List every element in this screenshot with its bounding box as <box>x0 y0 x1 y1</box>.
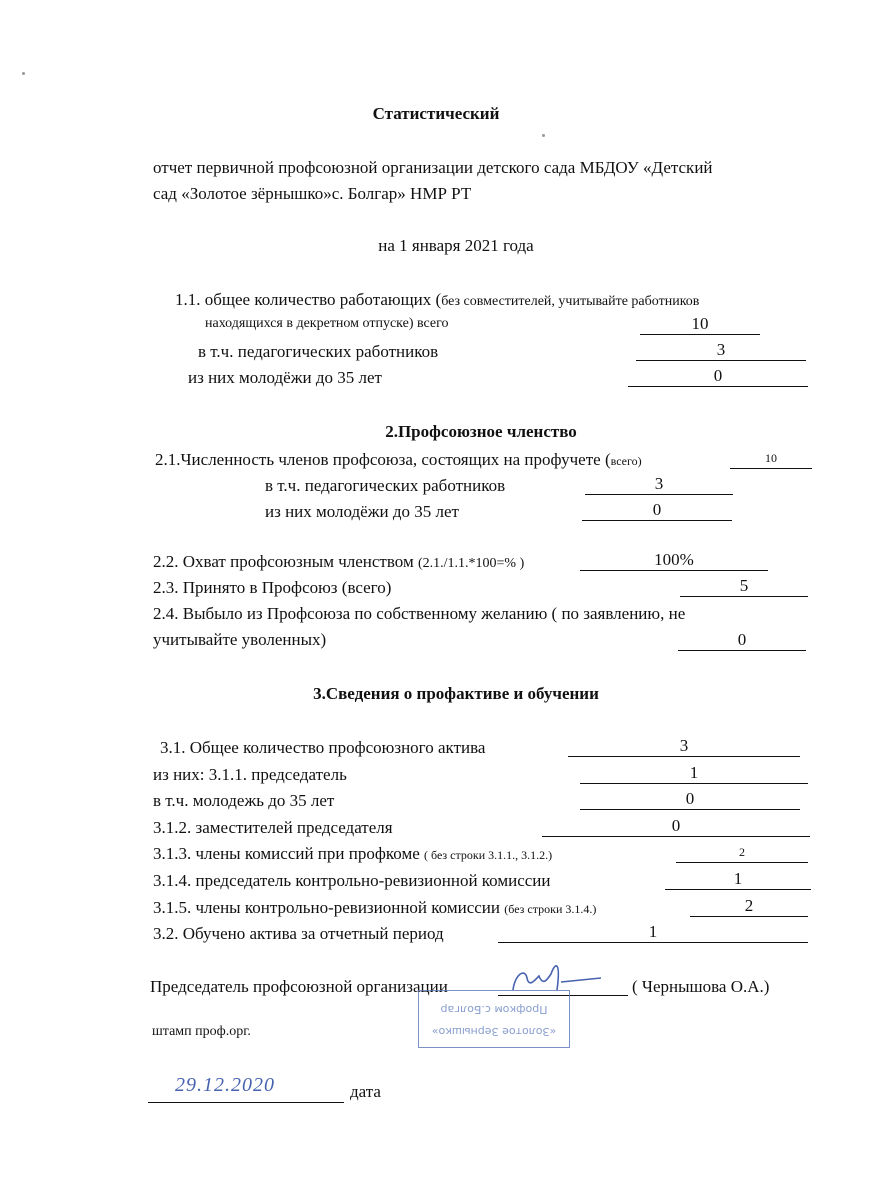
s2-ped-label: в т.ч. педагогических работников <box>265 476 506 495</box>
s3-row-label: 3.1. Общее количество профсоюзного актива <box>160 738 486 757</box>
s1-total-value: 10 <box>640 314 760 335</box>
s2-r23-label: 2.3. Принято в Профсоюз (всего) <box>153 578 392 597</box>
s2-heading: 2.Профсоюзное членство <box>385 422 577 441</box>
s3-row-value: 2 <box>676 842 808 863</box>
s3-row-label: в т.ч. молодежь до 35 лет <box>153 791 335 810</box>
s3-row-value: 3 <box>568 736 800 757</box>
scan-speck <box>542 134 545 137</box>
document-title: Статистический <box>372 104 500 123</box>
handwritten-date: 29.12.2020 <box>175 1074 275 1096</box>
s3-row-value: 1 <box>498 922 808 943</box>
s2-r21-label: 2.1.Численность членов профсоюза, состоящих на профучете (всего) <box>155 450 642 469</box>
chair-label: Председатель профсоюзной организации <box>150 977 448 996</box>
s3-row-label: из них: 3.1.1. председатель <box>153 765 347 784</box>
subtitle-line-1: отчет первичной профсоюзной организации детского сада МБДОУ «Детский <box>153 158 713 177</box>
s2-r22-label: 2.2. Охват профсоюзным членством (2.1./1.1.*100=% ) <box>153 552 525 571</box>
s2-r23-value: 5 <box>680 576 808 597</box>
s3-row-value: 0 <box>542 816 810 837</box>
s3-row-value: 0 <box>580 789 800 810</box>
s3-heading: 3.Сведения о профактиве и обучении <box>313 684 599 703</box>
chair-name: ( Чернышова О.А.) <box>632 977 770 996</box>
date-label: дата <box>350 1082 381 1101</box>
s1-young-label: из них молодёжи до 35 лет <box>188 368 382 387</box>
s2-ped-value: 3 <box>585 474 733 495</box>
report-date: на 1 января 2021 года <box>378 236 534 255</box>
s2-r24-value: 0 <box>678 630 806 651</box>
s1-row-total-label: 1.1. общее количество работающих (без совместителей, учитывайте работников <box>175 290 700 309</box>
s3-row-label: 3.1.4. председатель контрольно-ревизионной комиссии <box>153 871 551 890</box>
s1-young-value: 0 <box>628 366 808 387</box>
s1-row-total-label-2: находящихся в декретном отпуске) всего <box>205 316 449 331</box>
s2-young-label: из них молодёжи до 35 лет <box>265 502 459 521</box>
s3-row-label: 3.1.5. члены контрольно-ревизионной комиссии (без строки 3.1.4.) <box>153 898 597 917</box>
s1-ped-value: 3 <box>636 340 806 361</box>
s2-r24-label-2: учитывайте уволенных) <box>153 630 327 649</box>
stamp-label: штамп проф.орг. <box>152 1024 251 1039</box>
s3-row-label: 3.2. Обучено актива за отчетный период <box>153 924 444 943</box>
s2-r22-value: 100% <box>580 550 768 571</box>
organization-stamp: «Золотое Зернышко» Профком с.Болгар <box>418 990 570 1048</box>
s3-row-label: 3.1.3. члены комиссий при профкоме ( без строки 3.1.1., 3.1.2.) <box>153 844 553 863</box>
s1-ped-label: в т.ч. педагогических работников <box>198 342 439 361</box>
s3-row-value: 1 <box>665 869 811 890</box>
scan-speck <box>22 72 25 75</box>
s2-young-value: 0 <box>582 500 732 521</box>
subtitle-line-2: сад «Золотое зёрнышко»с. Болгар» НМР РТ <box>153 184 472 203</box>
s2-r21-value: 10 <box>730 448 812 469</box>
s3-row-value: 2 <box>690 896 808 917</box>
s3-row-label: 3.1.2. заместителей председателя <box>153 818 393 837</box>
s2-r24-label-1: 2.4. Выбыло из Профсоюза по собственному желанию ( по заявлению, не <box>153 604 686 623</box>
s3-row-value: 1 <box>580 763 808 784</box>
